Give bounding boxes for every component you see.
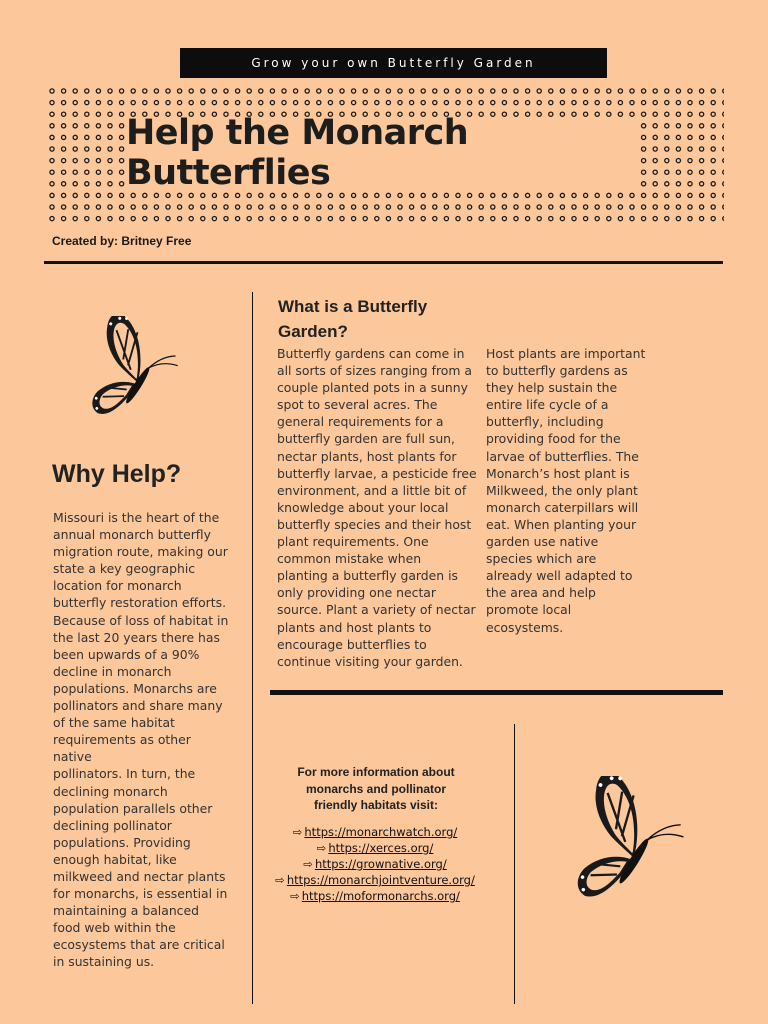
why-help-heading: Why Help? bbox=[52, 460, 182, 488]
text-line: to butterfly gardens as bbox=[486, 363, 628, 379]
divider-middle bbox=[270, 690, 723, 695]
text-line: location for monarch bbox=[53, 578, 182, 594]
text-line: source. Plant a variety of nectar bbox=[277, 602, 476, 618]
text-line: providing food for the bbox=[486, 431, 621, 447]
text-line: declining pollinator bbox=[53, 817, 172, 833]
text-line: all sorts of sizes ranging from a bbox=[277, 363, 472, 379]
link-item bbox=[262, 856, 488, 872]
text-line: butterfly, including bbox=[486, 414, 604, 430]
heading-line: monarchs and pollinator bbox=[305, 781, 446, 796]
heading-line: For more information about bbox=[297, 765, 455, 779]
arrow-icon: ⇨ bbox=[292, 825, 303, 839]
arrow-icon: ⇨ bbox=[316, 841, 327, 855]
text-line: plants and host plants to bbox=[277, 619, 432, 635]
text-line: ecosystems that are critical bbox=[53, 937, 225, 953]
text-line: garden use native bbox=[486, 534, 599, 550]
author-credit: Created by: Britney Free bbox=[52, 234, 192, 248]
text-line: annual monarch butterfly bbox=[53, 527, 211, 543]
title-plate bbox=[126, 113, 640, 193]
butterfly-garden-heading bbox=[278, 294, 478, 344]
text-line: declining monarch bbox=[53, 783, 168, 799]
text-line: Milkweed, the only plant bbox=[486, 482, 638, 498]
text-line: butterfly larvae, a pesticide free bbox=[277, 465, 477, 481]
text-line: state a key geographic bbox=[53, 561, 196, 577]
text-line: been upwards of a 90% bbox=[53, 646, 200, 662]
more-info-heading bbox=[276, 764, 476, 814]
text-line: promote local bbox=[486, 602, 572, 618]
column-divider-left bbox=[252, 292, 253, 1004]
heading-line: What is a Butterfly bbox=[278, 297, 428, 316]
text-line: eat. When planting your bbox=[486, 516, 637, 532]
text-line: food web within the bbox=[53, 920, 176, 936]
text-line: maintaining a balanced bbox=[53, 903, 199, 919]
link-moformonarchs[interactable]: https://moformonarchs.org/ bbox=[301, 889, 460, 903]
text-line: Missouri is the heart of the bbox=[53, 510, 220, 525]
text-line: planting a butterfly garden is bbox=[277, 568, 458, 584]
arrow-icon: ⇨ bbox=[290, 889, 300, 903]
text-line: nectar plants, host plants for bbox=[277, 448, 457, 464]
text-line: butterfly garden are full sun, bbox=[277, 431, 455, 447]
monarch-butterfly-icon bbox=[560, 776, 706, 938]
column-divider-bottom bbox=[514, 724, 515, 1004]
text-line: in sustaining us. bbox=[53, 954, 155, 970]
page-title: Help the Monarch Butterflies bbox=[126, 113, 469, 193]
link-monarchwatch[interactable]: https://monarchwatch.org/ bbox=[304, 825, 458, 839]
why-help-text bbox=[53, 509, 233, 971]
text-line: knowledge about your local bbox=[277, 499, 449, 515]
text-line: Monarch’s host plant is bbox=[486, 465, 630, 481]
text-line: monarch caterpillars will bbox=[486, 499, 639, 515]
link-item bbox=[262, 840, 488, 856]
text-line: already well adapted to bbox=[486, 568, 633, 584]
text-line: they help sustain the bbox=[486, 380, 618, 396]
link-item bbox=[262, 824, 488, 840]
text-line: environment, and a little bit of bbox=[277, 482, 467, 498]
arrow-icon: ⇨ bbox=[303, 857, 313, 871]
garden-text-column-1 bbox=[277, 345, 477, 670]
monarch-butterfly-icon bbox=[78, 316, 196, 448]
text-line: encourage butterflies to bbox=[277, 636, 427, 652]
link-item bbox=[262, 888, 488, 904]
link-item bbox=[262, 872, 488, 888]
text-line: larvae of butterflies. The bbox=[486, 448, 639, 464]
text-line: population parallels other bbox=[53, 800, 213, 816]
text-line: Host plants are important bbox=[486, 346, 646, 361]
text-line: the area and help bbox=[486, 585, 596, 601]
link-grownative[interactable]: https://grownative.org/ bbox=[314, 857, 447, 871]
heading-line: Garden? bbox=[278, 322, 348, 341]
banner: Grow your own Butterfly Garden bbox=[180, 48, 607, 78]
text-line: the last 20 years there has bbox=[53, 629, 220, 645]
text-line: general requirements for a bbox=[277, 414, 444, 430]
text-line: entire life cycle of a bbox=[486, 397, 609, 413]
text-line: milkweed and nectar plants bbox=[53, 868, 226, 884]
text-line: butterfly species and their host bbox=[277, 516, 472, 532]
heading-line: friendly habitats visit: bbox=[313, 798, 439, 812]
text-line: pollinators and share many bbox=[53, 698, 223, 714]
text-line: Butterfly gardens can come in bbox=[277, 346, 465, 361]
text-line: for monarchs, is essential in bbox=[53, 886, 228, 902]
text-line: plant requirements. One bbox=[277, 534, 429, 550]
text-line: continue visiting your garden. bbox=[277, 653, 463, 669]
divider-top bbox=[44, 261, 723, 264]
text-line: pollinators. In turn, the bbox=[53, 766, 196, 782]
text-line: of the same habitat bbox=[53, 715, 175, 731]
text-line: species which are bbox=[486, 551, 597, 567]
text-line: populations. Monarchs are bbox=[53, 680, 217, 696]
link-xerces[interactable]: https://xerces.org/ bbox=[328, 841, 434, 855]
text-line: only providing one nectar bbox=[277, 585, 436, 601]
text-line: ecosystems. bbox=[486, 619, 564, 635]
text-line: butterfly restoration efforts. bbox=[53, 595, 227, 611]
text-line: decline in monarch bbox=[53, 663, 172, 679]
text-line: requirements as other native bbox=[53, 732, 191, 765]
text-line: spot to several acres. The bbox=[277, 397, 438, 413]
text-line: enough habitat, like bbox=[53, 851, 177, 867]
text-line: couple planted pots in a sunny bbox=[277, 380, 468, 396]
garden-text-column-2 bbox=[486, 345, 656, 636]
text-line: common mistake when bbox=[277, 551, 422, 567]
arrow-icon: ⇨ bbox=[275, 873, 285, 887]
text-line: migration route, making our bbox=[53, 544, 228, 560]
link-monarchjointventure[interactable]: https://monarchjointventure.org/ bbox=[286, 873, 475, 887]
text-line: Because of loss of habitat in bbox=[53, 612, 229, 628]
resource-links bbox=[262, 824, 488, 904]
text-line: populations. Providing bbox=[53, 834, 191, 850]
